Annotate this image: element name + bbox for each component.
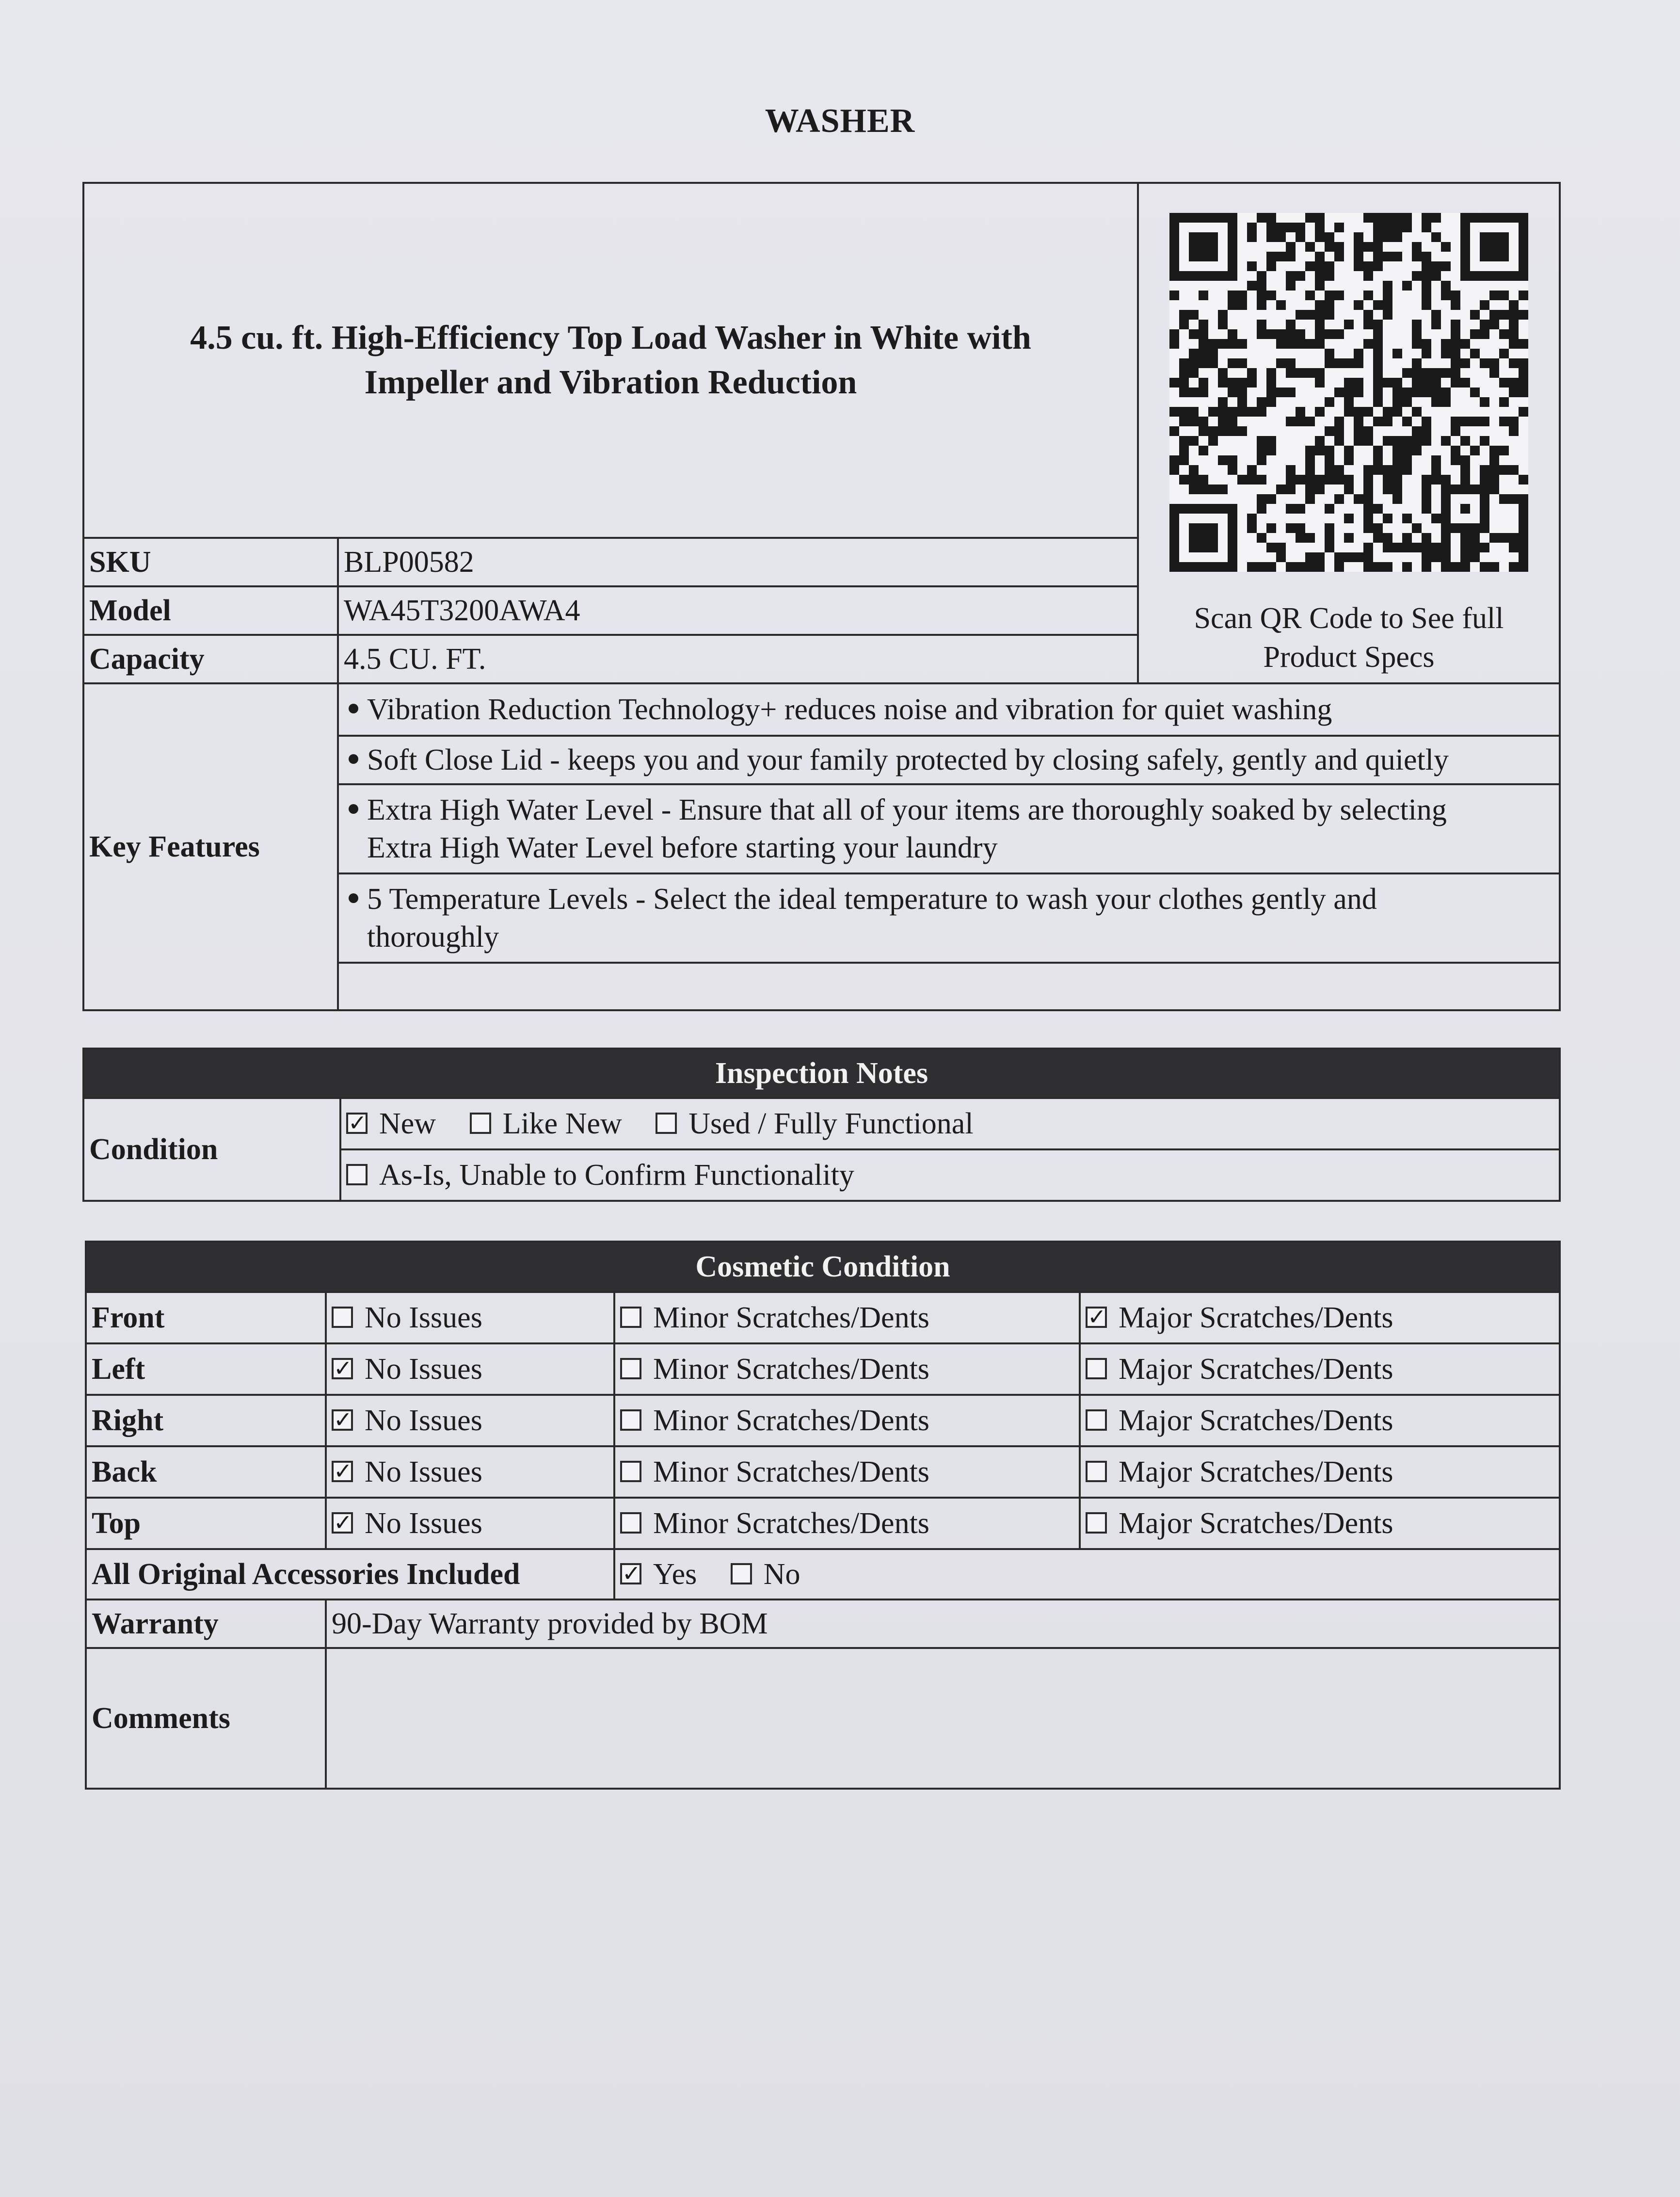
bullet-icon bbox=[349, 704, 358, 713]
checkbox-icon[interactable] bbox=[656, 1113, 677, 1134]
checkbox-icon[interactable] bbox=[1086, 1512, 1107, 1534]
checkbox-icon[interactable]: ✓ bbox=[332, 1512, 353, 1534]
feature-item: Vibration Reduction Technology+ reduces noise and vibration for quiet washing bbox=[338, 683, 1560, 736]
condition-options-2 bbox=[340, 1149, 1560, 1201]
major-option[interactable]: ✓ Major Scratches/Dents bbox=[1080, 1292, 1560, 1343]
checkbox-icon[interactable] bbox=[731, 1563, 752, 1584]
comments-label: Comments bbox=[86, 1648, 326, 1789]
cosmetic-condition-header: Cosmetic Condition bbox=[86, 1242, 1560, 1292]
warranty-label: Warranty bbox=[86, 1599, 326, 1648]
capacity-label: Capacity bbox=[83, 635, 338, 683]
no-issues-option[interactable]: ✓ No Issues bbox=[326, 1498, 614, 1549]
side-label: Right bbox=[86, 1395, 326, 1446]
capacity-value: 4.5 CU. FT. bbox=[338, 635, 1138, 683]
checkbox-icon[interactable] bbox=[620, 1307, 641, 1328]
bullet-icon bbox=[349, 893, 358, 903]
feature-item: Extra High Water Level - Ensure that all of your items are thoroughly soaked by selecting Extra High Water Level before starting your laundry bbox=[338, 784, 1560, 873]
warranty-value: 90-Day Warranty provided by BOM bbox=[326, 1599, 1560, 1648]
condition-as-is-option[interactable]: As-Is, Unable to Confirm Functionality bbox=[346, 1159, 854, 1192]
checkbox-icon[interactable] bbox=[470, 1113, 491, 1134]
comments-field[interactable] bbox=[326, 1648, 1560, 1789]
accessories-options bbox=[614, 1549, 1560, 1599]
checkbox-icon[interactable] bbox=[620, 1409, 641, 1431]
checkbox-icon[interactable] bbox=[346, 1164, 368, 1185]
table-row bbox=[86, 1498, 1560, 1549]
checkbox-icon[interactable] bbox=[1086, 1461, 1107, 1482]
side-label: Left bbox=[86, 1343, 326, 1395]
minor-option[interactable]: Minor Scratches/Dents bbox=[614, 1395, 1080, 1446]
sku-value: BLP00582 bbox=[338, 538, 1138, 586]
checkbox-icon[interactable]: ✓ bbox=[346, 1113, 368, 1134]
side-label: Front bbox=[86, 1292, 326, 1343]
product-title: 4.5 cu. ft. High-Efficiency Top Load Washer in White with Impeller and Vibration Reduction bbox=[83, 183, 1138, 538]
feature-item: Soft Close Lid - keeps you and your family protected by closing safely, gently and quietly bbox=[338, 736, 1560, 784]
checkbox-icon[interactable] bbox=[620, 1358, 641, 1379]
minor-option[interactable]: Minor Scratches/Dents bbox=[614, 1446, 1080, 1498]
checkbox-icon[interactable] bbox=[332, 1307, 353, 1328]
condition-used-option[interactable]: Used / Fully Functional bbox=[656, 1107, 973, 1140]
checkbox-icon[interactable]: ✓ bbox=[332, 1409, 353, 1431]
checkbox-icon[interactable] bbox=[1086, 1358, 1107, 1379]
table-row bbox=[86, 1446, 1560, 1498]
major-option[interactable]: Major Scratches/Dents bbox=[1080, 1498, 1560, 1549]
minor-option[interactable]: Minor Scratches/Dents bbox=[614, 1292, 1080, 1343]
side-label: Back bbox=[86, 1446, 326, 1498]
table-row bbox=[86, 1292, 1560, 1343]
checkbox-icon[interactable]: ✓ bbox=[620, 1563, 641, 1584]
bullet-icon bbox=[349, 804, 358, 814]
model-label: Model bbox=[83, 586, 338, 635]
major-option[interactable]: Major Scratches/Dents bbox=[1080, 1343, 1560, 1395]
bullet-icon bbox=[349, 754, 358, 764]
condition-label: Condition bbox=[83, 1098, 340, 1201]
qr-caption: Scan QR Code to See full Product Specs bbox=[1194, 602, 1504, 674]
checkbox-icon[interactable] bbox=[1086, 1409, 1107, 1431]
qr-code-cell bbox=[1138, 183, 1560, 683]
condition-new-option[interactable]: ✓ New bbox=[346, 1107, 436, 1140]
table-row bbox=[86, 1343, 1560, 1395]
document-title: WASHER bbox=[765, 102, 915, 140]
checkbox-icon[interactable] bbox=[620, 1461, 641, 1482]
no-issues-option[interactable]: No Issues bbox=[326, 1292, 614, 1343]
accessories-label: All Original Accessories Included bbox=[86, 1549, 614, 1599]
condition-options bbox=[340, 1098, 1560, 1149]
inspection-notes-table bbox=[82, 1048, 1561, 1202]
major-option[interactable]: Major Scratches/Dents bbox=[1080, 1446, 1560, 1498]
minor-option[interactable]: Minor Scratches/Dents bbox=[614, 1343, 1080, 1395]
key-features-label: Key Features bbox=[83, 683, 338, 1010]
sku-label: SKU bbox=[83, 538, 338, 586]
no-issues-option[interactable]: ✓ No Issues bbox=[326, 1395, 614, 1446]
checkbox-icon[interactable]: ✓ bbox=[332, 1461, 353, 1482]
table-row bbox=[86, 1395, 1560, 1446]
cosmetic-condition-table bbox=[85, 1241, 1561, 1790]
accessories-yes-option[interactable]: ✓ Yes bbox=[620, 1558, 697, 1591]
checkbox-icon[interactable]: ✓ bbox=[332, 1358, 353, 1379]
inspection-notes-header: Inspection Notes bbox=[83, 1049, 1560, 1098]
no-issues-option[interactable]: ✓ No Issues bbox=[326, 1446, 614, 1498]
side-label: Top bbox=[86, 1498, 326, 1549]
minor-option[interactable]: Minor Scratches/Dents bbox=[614, 1498, 1080, 1549]
qr-code[interactable] bbox=[1169, 213, 1528, 572]
no-issues-option[interactable]: ✓ No Issues bbox=[326, 1343, 614, 1395]
checkbox-icon[interactable]: ✓ bbox=[1086, 1307, 1107, 1328]
major-option[interactable]: Major Scratches/Dents bbox=[1080, 1395, 1560, 1446]
condition-like-new-option[interactable]: Like New bbox=[470, 1107, 622, 1140]
accessories-no-option[interactable]: No bbox=[731, 1558, 800, 1591]
feature-item-empty bbox=[338, 963, 1560, 1010]
feature-item: 5 Temperature Levels - Select the ideal temperature to wash your clothes gently and thoroughly bbox=[338, 873, 1560, 963]
checkbox-icon[interactable] bbox=[620, 1512, 641, 1534]
model-value: WA45T3200AWA4 bbox=[338, 586, 1138, 635]
product-info-table bbox=[82, 182, 1561, 1011]
